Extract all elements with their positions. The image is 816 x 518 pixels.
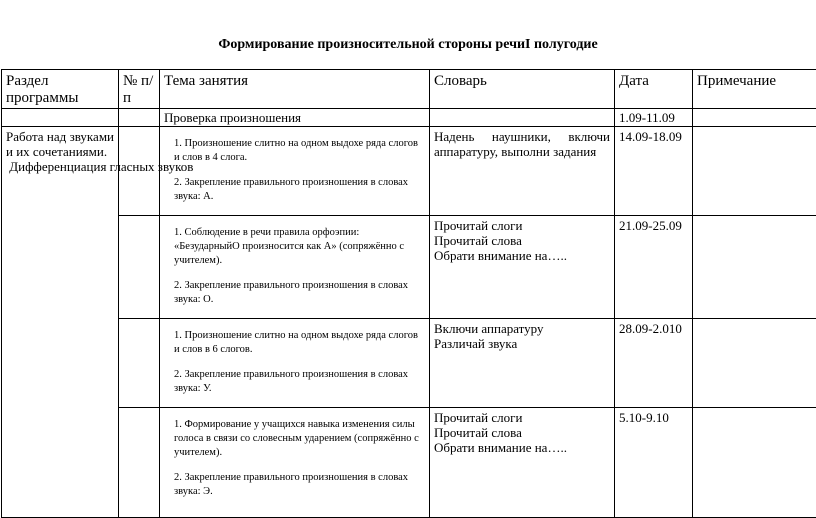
header-vocabulary: Словарь <box>430 70 615 109</box>
header-row <box>2 70 816 109</box>
table-row <box>2 319 816 408</box>
table-row <box>2 408 816 518</box>
header-note: Примечание <box>693 70 816 109</box>
lesson-date: 14.09-18.09 <box>615 127 693 216</box>
cell-empty <box>2 109 119 127</box>
vocab-line: Обрати внимание на….. <box>434 440 610 455</box>
section-title: Работа над звуками и их сочетаниями. <box>6 129 114 159</box>
check-topic: Проверка произношения <box>160 109 430 127</box>
cell-empty <box>693 109 816 127</box>
vocab-line: Различай звука <box>434 336 610 351</box>
vocab-line: Прочитай слова <box>434 425 610 440</box>
header-topic: Тема занятия <box>160 70 430 109</box>
vocab-line: Надень наушники, включи аппаратуру, выполни задания <box>434 129 610 159</box>
table-row <box>2 127 816 216</box>
lesson-point: 2. Закрепление правильного произношения в словах звука: У. <box>174 368 419 396</box>
lesson-date: 28.09-2.010 <box>615 319 693 408</box>
lesson-date: 21.09-25.09 <box>615 216 693 319</box>
cell-empty <box>119 216 160 319</box>
vocab-line: Обрати внимание на….. <box>434 248 610 263</box>
cell-empty <box>693 319 816 408</box>
header-date: Дата <box>615 70 693 109</box>
lesson-point: 2. Закрепление правильного произношения в словах звука: А. <box>174 176 419 204</box>
vocab-line: Прочитай слоги <box>434 218 610 233</box>
lesson-vocabulary <box>430 216 615 319</box>
lesson-point: 1. Произношение слитно на одном выдохе ряда слогов и слов в 6 слогов. <box>174 329 419 357</box>
lesson-point: 1. Произношение слитно на одном выдохе ряда слогов и слов в 4 слога. <box>174 137 419 165</box>
cell-empty <box>430 109 615 127</box>
vocab-line: Прочитай слова <box>434 233 610 248</box>
lesson-topic <box>160 127 430 216</box>
lesson-vocabulary <box>430 127 615 216</box>
lesson-point: 1. Соблюдение в речи правила орфоэпии: «БезударныйО произносится как А» (сопряжённо с учителем). <box>174 226 419 268</box>
lesson-topic <box>160 216 430 319</box>
lesson-vocabulary <box>430 408 615 518</box>
table-row <box>2 109 816 127</box>
document-title: Формирование произносительной стороны речиI полугодие <box>0 37 816 53</box>
vocab-line: Включи аппаратуру <box>434 321 610 336</box>
header-section: Раздел программы <box>2 70 119 109</box>
cell-empty <box>119 408 160 518</box>
cell-empty <box>119 109 160 127</box>
lesson-point: 1. Формирование у учащихся навыка изменения силы голоса в связи со словесным ударением (сопряжённо с учителем). <box>174 418 419 460</box>
lesson-topic <box>160 319 430 408</box>
cell-empty <box>693 216 816 319</box>
lesson-point: 2. Закрепление правильного произношения в словах звука: О. <box>174 279 419 307</box>
lesson-vocabulary <box>430 319 615 408</box>
lesson-plan-table <box>1 69 816 518</box>
cell-empty <box>119 319 160 408</box>
lesson-point: 2. Закрепление правильного произношения в словах звука: Э. <box>174 471 419 499</box>
check-date: 1.09-11.09 <box>615 109 693 127</box>
vocab-line: Прочитай слоги <box>434 410 610 425</box>
header-number: № п/п <box>119 70 160 109</box>
table-row <box>2 216 816 319</box>
section-subtitle: Дифференциация гласных звуков <box>6 159 114 174</box>
lesson-topic <box>160 408 430 518</box>
section-cell <box>2 127 119 518</box>
cell-empty <box>693 408 816 518</box>
cell-empty <box>693 127 816 216</box>
lesson-date: 5.10-9.10 <box>615 408 693 518</box>
